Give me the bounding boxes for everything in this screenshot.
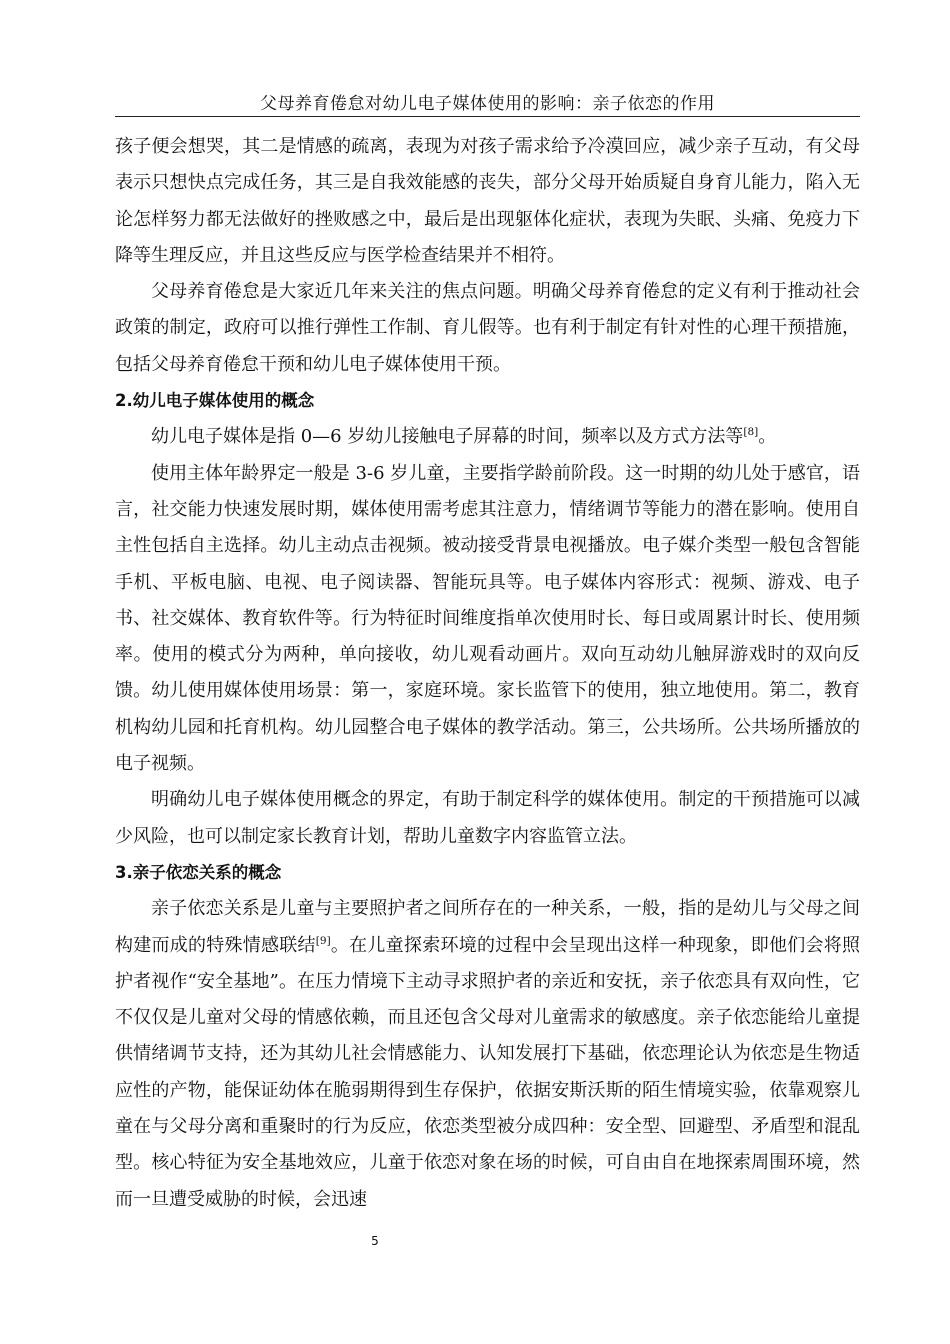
section-heading-attachment: 3.亲子依恋关系的概念 <box>115 862 282 882</box>
running-header: 父母养育倦怠对幼儿电子媒体使用的影响：亲子依恋的作用 <box>260 94 715 114</box>
paragraph-burnout-significance: 父母养育倦怠是大家近几年来关注的焦点问题。明确父母养育倦怠的定义有利于推动社会政策的制定，政府可以推行弹性工作制、育儿假等。也有利于制定有针对性的心理干预措施，包括父母养育倦怠干预和幼儿电子媒体使用干预。 <box>115 281 860 375</box>
paragraph-media-dimensions: 使用主体年龄界定一般是 3-6 岁儿童，主要指学龄前阶段。这一时期的幼儿处于感官，语言，社交能力快速发展时期，媒体使用需考虑其注意力，情绪调节等能力的潜在影响。使用自主性包括自主选择。幼儿主动点击视频。被动接受背景电视播放。电子媒介类型一般包含智能手机、平板电脑、电视、电子阅读器、智能玩具等。电子媒体内容形式：视频、游戏、电子书、社交媒体、教育软件等。行为特征时间维度指单次使用时长、每日或周累计时长、使用频率。使用的模式分为两种，单向接收，幼儿观看动画片。双向互动幼儿触屏游戏时的双向反馈。幼儿使用媒体使用场景：第一，家庭环境。家长监管下的使用，独立地使用。第二，教育机构幼儿园和托育机构。幼儿园整合电子媒体的教学活动。第三，公共场所。公共场所播放的电子视频。 <box>115 462 860 775</box>
body-text <box>115 129 860 1218</box>
paragraph-media-significance: 明确幼儿电子媒体使用概念的界定，有助于制定科学的媒体使用。制定的干预措施可以减少风险，也可以制定家长教育计划，帮助儿童数字内容监管立法。 <box>115 789 860 847</box>
paragraph-media-definition <box>115 419 860 455</box>
paragraph-attachment-text-a: 亲子依恋关系是儿童与主要照护者之间所存在的一种关系，一般，指的是幼儿与父母之间构建而成的特殊情感联结 <box>115 898 860 956</box>
paragraph-media-definition-end: 。 <box>758 426 777 448</box>
paragraph-burnout-symptoms: 孩子便会想哭，其二是情感的疏离，表现为对孩子需求给予冷漠回应，减少亲子互动，有父母表示只想快点完成任务，其三是自我效能感的丧失，部分父母开始质疑自身育儿能力，陷入无论怎样努力都无法做好的挫败感之中，最后是出现躯体化症状，表现为失眠、头痛、免疫力下降等生理反应，并且这些反应与医学检查结果并不相符。 <box>115 136 860 266</box>
paragraph-attachment-text-b: 。在儿童探索环境的过程中会呈现出这样一种现象，即他们会将照护者视作“安全基地”。在压力情境下主动寻求照护者的亲近和安抚，亲子依恋具有双向性，它不仅仅是儿童对父母的情感依赖，而且还包含父母对儿童需求的敏感度。亲子依恋能给儿童提供情绪调节支持，还为其幼儿社会情感能力、认知发展打下基础，依恋理论认为依恋是生物适应性的产物，能保证幼体在脆弱期得到生存保护，依据安斯沃斯的陌生情境实验，依靠观察儿童在与父母分离和重聚时的行为反应，依恋类型被分成四种：安全型、回避型、矛盾型和混乱型。核心特征为安全基地效应，儿童于依恋对象在场的时候，可自由自在地探索周围环境，然而一旦遭受威胁的时候，会迅速 <box>115 934 861 1210</box>
header-rule <box>115 116 860 117</box>
paragraph-attachment-definition <box>115 891 860 1218</box>
page-number: 5 <box>371 1234 379 1248</box>
paragraph-media-definition-text: 幼儿电子媒体是指 0—6 岁幼儿接触电子屏幕的时间，频率以及方式方法等 <box>151 426 744 448</box>
section-heading-media-use: 2.幼儿电子媒体使用的概念 <box>115 391 315 411</box>
citation-9: [9] <box>315 934 331 947</box>
citation-8: [8] <box>743 426 759 439</box>
